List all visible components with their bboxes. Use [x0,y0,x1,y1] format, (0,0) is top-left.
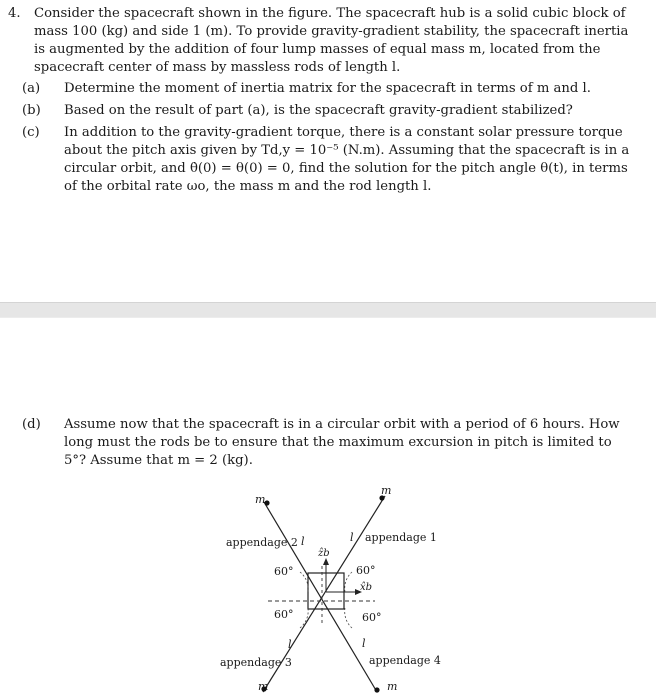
part-d-text: Assume now that the spacecraft is in a circular orbit with a period of 6 hours. How long must the rods be to ensure that the maximum excursion in pitch is limited to 5°? Assume that m = 2 (kg). [64,417,620,468]
rod-length-label-4: l [362,637,366,650]
mass-label-1: m [381,484,392,497]
appendage-4-label: appendage 4 [369,654,441,667]
angle-arc-upper-right [345,572,352,592]
x-axis-label: x̂b [360,582,373,593]
appendage-3-label: appendage 3 [220,656,292,669]
question-4 [8,5,638,77]
part-b [22,102,634,120]
part-c [22,124,634,196]
rod-length-label-2: l [301,535,305,548]
part-d-label: (d) [22,417,41,432]
angle-label-lower-left: 60° [274,608,294,621]
angle-arc-lower-right [345,608,352,628]
spacecraft-diagram-svg [0,480,656,700]
spacecraft-figure [0,480,656,700]
mass-label-2: m [255,493,266,506]
part-a-text: Determine the moment of inertia matrix for the spacecraft in terms of m and l. [64,81,591,96]
part-b-label: (b) [22,103,41,118]
appendage-1-label: appendage 1 [365,531,437,544]
part-c-text: In addition to the gravity-gradient torque, there is a constant solar pressure torque about the pitch axis given by Td,y = 10⁻⁵ (N.m). Assuming that the spacecraft is in a circular orbit, and θ̇(0) = θ(0) = 0, find the solution for the pitch angle θ(t), in terms of the orbital rate ωo, the mass m and the rod length l. [64,125,630,194]
angle-label-upper-right: 60° [356,564,376,577]
mass-label-3: m [258,680,269,693]
part-b-text: Based on the result of part (a), is the spacecraft gravity-gradient stabilized? [64,103,573,118]
part-d [22,416,634,470]
question-intro: Consider the spacecraft shown in the figure. The spacecraft hub is a solid cubic block of mass 100 (kg) and side 1 (m). To provide gravity-gradient stability, the spacecraft inertia is augmented by the addition of four lump masses of equal mass m, located from the spacecraft center of mass by massless rods of length l. [34,6,629,75]
appendage-2-label: appendage 2 [226,536,298,549]
mass-label-4: m [387,680,398,693]
part-c-label: (c) [22,125,40,140]
angle-label-lower-right: 60° [362,611,382,624]
mass-appendage-4 [374,687,379,692]
part-a-label: (a) [22,81,41,96]
page-separator [0,302,656,318]
rod-length-label-1: l [350,531,354,544]
angle-label-upper-left: 60° [274,565,294,578]
part-a [22,80,634,98]
rod-length-label-3: l [288,638,292,651]
question-number: 4. [8,6,21,21]
z-axis-arrowhead [323,558,329,565]
z-axis-label: ẑb [318,548,330,559]
